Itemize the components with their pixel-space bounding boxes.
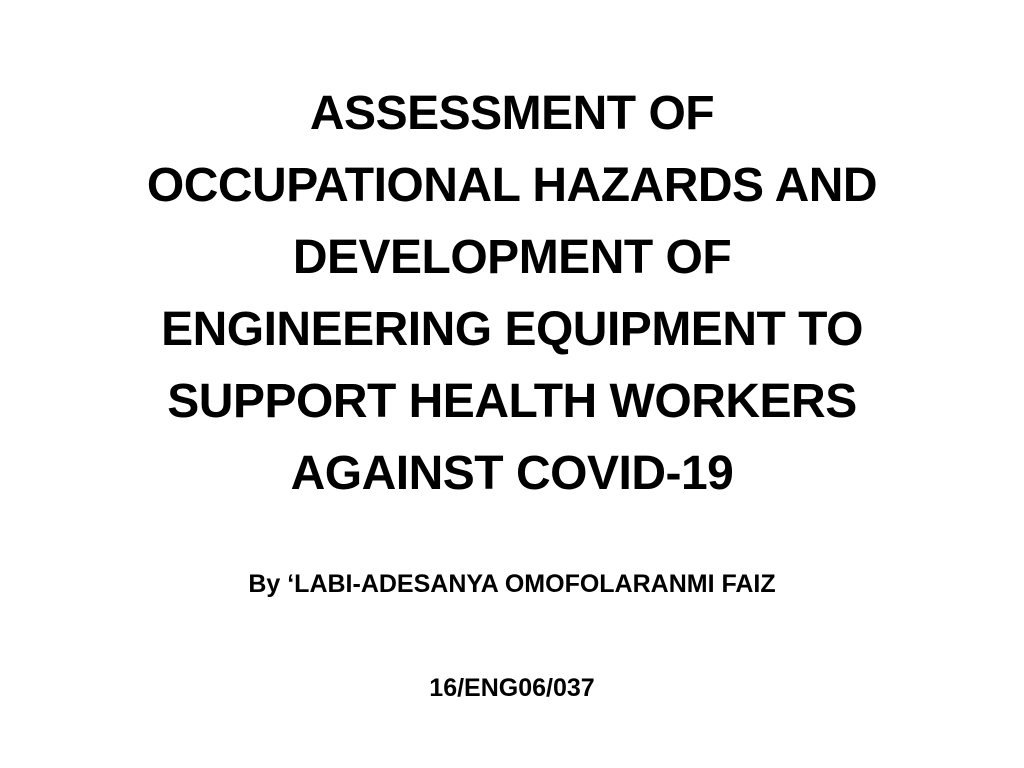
author-byline: By ‘LABI-ADESANYA OMOFOLARANMI FAIZ: [248, 570, 776, 598]
title-line: OCCUPATIONAL HAZARDS AND: [146, 159, 878, 212]
title-line: DEVELOPMENT OF: [292, 231, 732, 284]
title-line: SUPPORT HEALTH WORKERS: [167, 375, 857, 428]
title-line: ASSESSMENT OF: [309, 87, 715, 140]
title-line: AGAINST COVID-19: [290, 447, 734, 500]
title-line: ENGINEERING EQUIPMENT TO: [161, 303, 863, 356]
slide-title: [60, 78, 964, 510]
matric-number: 16/ENG06/037: [429, 674, 595, 702]
